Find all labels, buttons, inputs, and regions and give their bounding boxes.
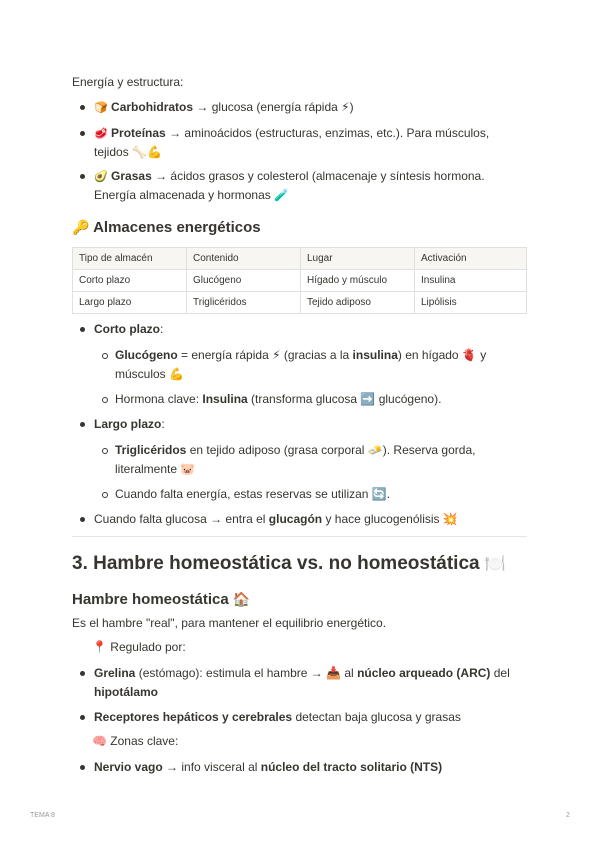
regulado-label: 📍 Regulado por:: [92, 640, 186, 654]
document-page: Energía y estructura: 🍞 Carbohidratos → glucosa (energía rápida ⚡) 🥩 Proteínas → aminoácidos (estructuras, enzimas, etc.). Para músculos, tejidos 🦴💪 🥑 Grasas → ácidos grasos y colesterol (almacenaje y síntesis hormona. Energía almacenada y hormonas 🧪 🔑 Almacenes energéticos Tipo de almacén Contenido Lugar Activación Corto plazo Glucógeno Hígado y músculo Insulina Largo plazo Triglicéridos Tejido adiposo Lipólisis Corto plazo: Glucógeno = energía rápida ⚡ (gracias a la insulina) en hígado 🫀 y músculos 💪 Hormona clave: Insulina (transforma glucosa ➡️ glucógeno). Largo plazo: Triglicéridos en tejido adiposo (grasa corporal 🧈). Reserva gorda, literalmente 🐷 Cuando falta energía, estas reservas se utilizan 🔄. Cuando falta glucosa → entra el glucagón y hace glucogenólisis 💥 3. Hambre homeostática vs. no homeostática 🍽️ Hambre homeostática 🏠 Es el hambre "real", para mantener el equilibrio energético. 📍 Regulado por: Grelina (estómago): estimula el hambre → 📥 al núcleo arqueado (ARC) del hipotálamo Receptores hepáticos y cerebrales detectan baja glucosa y grasas 🧠 Zonas clave: Nervio vago → info visceral al núcleo del tracto solitario (NTS) TEMA 8 2: [30, 75, 570, 819]
table-header: Tipo de almacén: [73, 248, 187, 270]
plate-icon: 🍽️: [484, 554, 507, 573]
house-icon: 🏠: [232, 591, 251, 607]
homeostatica-heading: Hambre homeostática 🏠: [72, 591, 251, 608]
bread-icon: 🍞: [94, 102, 108, 114]
key-icon: 🔑: [72, 219, 90, 235]
divider: [72, 536, 527, 537]
avocado-icon: 🥑: [94, 171, 108, 183]
section-3-title: 3. Hambre homeostática vs. no homeostática 🍽️: [72, 553, 507, 574]
table-header: Activación: [415, 248, 527, 270]
table-row: Largo plazo Triglicéridos Tejido adiposo Lipólisis: [73, 292, 527, 314]
intro-text: Energía y estructura:: [72, 75, 184, 89]
zonas-label: 🧠 Zonas clave:: [92, 734, 179, 748]
homeostatica-desc: Es el hambre "real", para mantener el equilibrio energético.: [72, 616, 387, 630]
table-header: Lugar: [301, 248, 415, 270]
almacenes-heading: 🔑 Almacenes energéticos: [72, 219, 261, 236]
almacenes-table: [72, 247, 527, 314]
table-header: Contenido: [187, 248, 301, 270]
table-row: Corto plazo Glucógeno Hígado y músculo Insulina: [73, 270, 527, 292]
page-number: 2: [566, 812, 570, 819]
meat-icon: 🥩: [94, 128, 108, 140]
footer-left: TEMA 8: [30, 812, 55, 819]
